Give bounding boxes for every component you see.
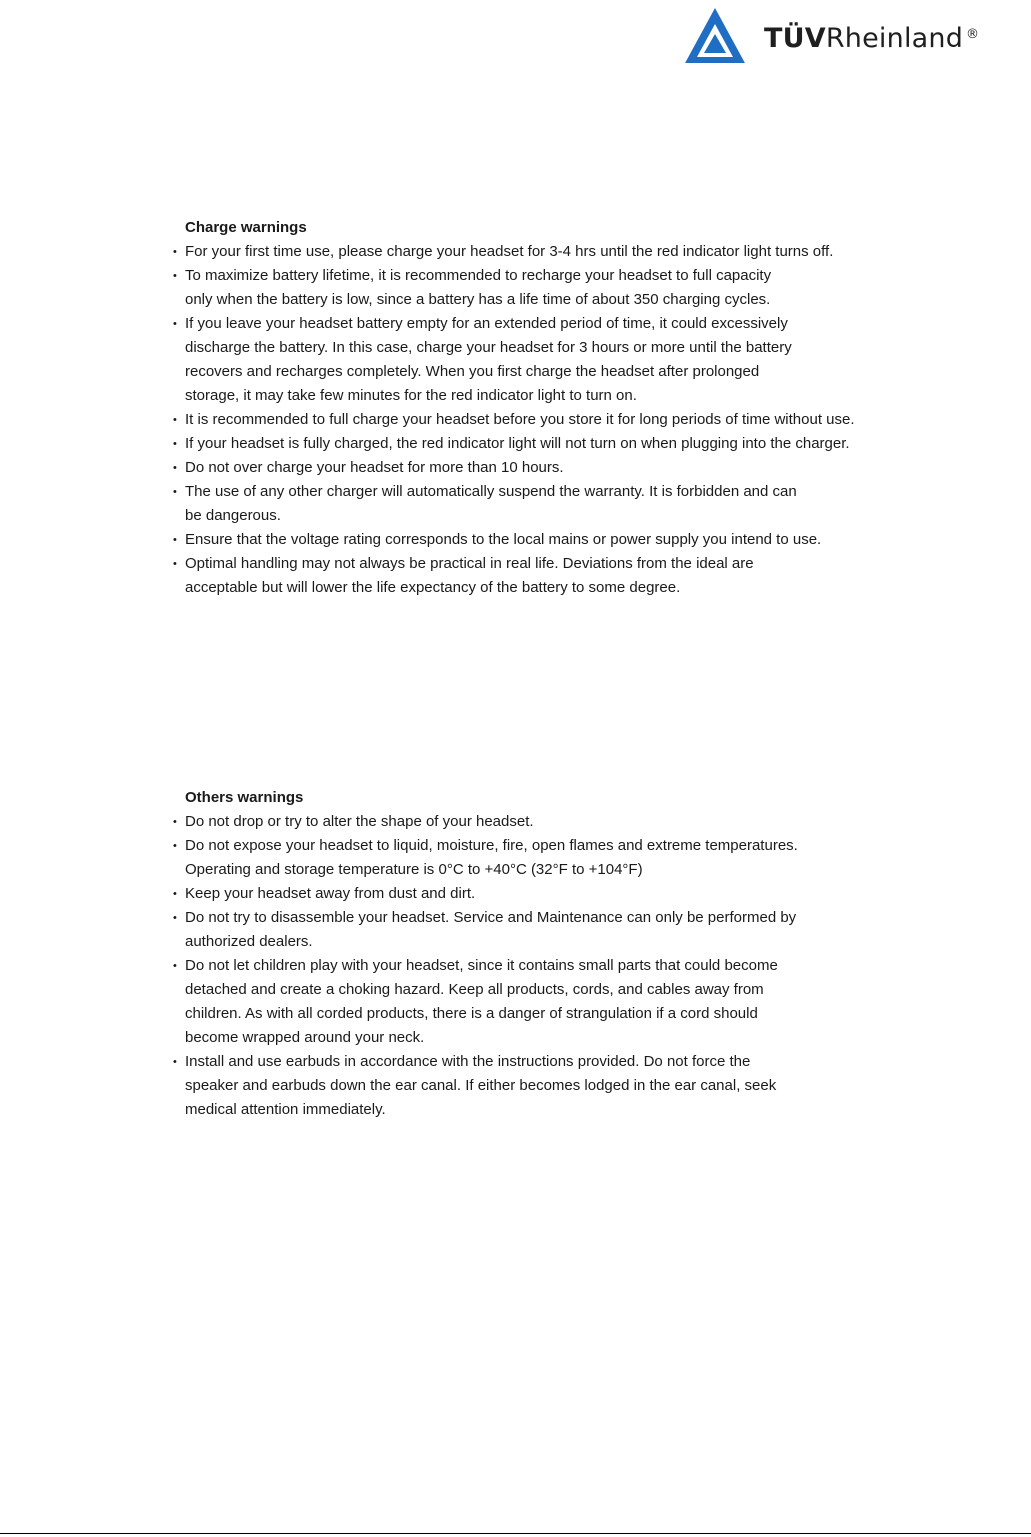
warning-text-line: To maximize battery lifetime, it is recommended to recharge your headset to full capacity <box>185 267 772 284</box>
warning-text-line: Do not drop or try to alter the shape of your headset. <box>185 813 534 830</box>
bullet-icon: • <box>173 438 177 450</box>
bullet-icon: • <box>173 912 177 924</box>
warning-item <box>170 528 890 552</box>
charge-warnings-list <box>170 240 890 600</box>
warning-item <box>170 552 890 600</box>
warning-text-line: If you leave your headset battery empty for an extended period of time, it could excessively <box>185 315 788 332</box>
warning-item <box>170 264 890 312</box>
warning-text-line: Do not try to disassemble your headset. Service and Maintenance can only be performed by <box>185 909 797 926</box>
charge-warnings-section <box>170 216 890 600</box>
warning-text-line: Do not expose your headset to liquid, moisture, fire, open flames and extreme temperatures. <box>185 837 798 854</box>
registered-mark: ® <box>966 27 980 42</box>
warning-text-line: speaker and earbuds down the ear canal. If either becomes lodged in the ear canal, seek <box>185 1077 777 1094</box>
warning-text-line: acceptable but will lower the life expectancy of the battery to some degree. <box>185 579 681 596</box>
bullet-icon: • <box>173 246 177 258</box>
warning-text-line: For your first time use, please charge your headset for 3-4 hrs until the red indicator light turns off. <box>185 243 834 260</box>
bullet-icon: • <box>173 960 177 972</box>
warning-text-line: children. As with all corded products, there is a danger of strangulation if a cord should <box>185 1005 758 1022</box>
logo-brand-rest: Rheinland <box>825 23 964 54</box>
warning-text-line: It is recommended to full charge your headset before you store it for long periods of time without use. <box>185 411 855 428</box>
others-warnings-section <box>170 786 890 1122</box>
bullet-icon: • <box>173 558 177 570</box>
warning-item <box>170 906 890 954</box>
bullet-icon: • <box>173 534 177 546</box>
tuv-rheinland-logo <box>682 6 1012 68</box>
warning-item <box>170 810 890 834</box>
tuv-triangle-logo-icon <box>682 6 748 68</box>
warning-item <box>170 1050 890 1122</box>
warning-text-line: Optimal handling may not always be practical in real life. Deviations from the ideal are <box>185 555 754 572</box>
warning-text-line: Do not over charge your headset for more than 10 hours. <box>185 459 564 476</box>
warning-item <box>170 456 890 480</box>
bullet-icon: • <box>173 318 177 330</box>
logo-wordmark <box>764 23 979 55</box>
warning-text-line: If your headset is fully charged, the red indicator light will not turn on when plugging into the charger. <box>185 435 850 452</box>
warning-item <box>170 882 890 906</box>
warning-text-line: authorized dealers. <box>185 933 313 950</box>
warning-item <box>170 408 890 432</box>
charge-warnings-title: Charge warnings <box>185 219 307 236</box>
warning-text-line: Ensure that the voltage rating corresponds to the local mains or power supply you intend to use. <box>185 531 822 548</box>
warning-text-line: become wrapped around your neck. <box>185 1029 425 1046</box>
warning-item <box>170 312 890 408</box>
bullet-icon: • <box>173 888 177 900</box>
warning-text-line: recovers and recharges completely. When you first charge the headset after prolonged <box>185 363 760 380</box>
warning-text-line: The use of any other charger will automatically suspend the warranty. It is forbidden and can <box>185 483 797 500</box>
warning-text-line: only when the battery is low, since a battery has a life time of about 350 charging cycles. <box>185 291 771 308</box>
warning-text-line: Install and use earbuds in accordance with the instructions provided. Do not force the <box>185 1053 751 1070</box>
bullet-icon: • <box>173 816 177 828</box>
warning-text-line: Keep your headset away from dust and dirt. <box>185 885 476 902</box>
warning-item <box>170 240 890 264</box>
warning-item <box>170 432 890 456</box>
warning-text-line: medical attention immediately. <box>185 1101 386 1118</box>
bullet-icon: • <box>173 1056 177 1068</box>
warning-item <box>170 954 890 1050</box>
bullet-icon: • <box>173 840 177 852</box>
warning-item <box>170 834 890 882</box>
bullet-icon: • <box>173 414 177 426</box>
warning-item <box>170 480 890 528</box>
bullet-icon: • <box>173 270 177 282</box>
bullet-icon: • <box>173 486 177 498</box>
others-warnings-title: Others warnings <box>185 789 304 806</box>
warning-text-line: discharge the battery. In this case, charge your headset for 3 hours or more until the battery <box>185 339 792 356</box>
warning-text-line: be dangerous. <box>185 507 281 524</box>
bullet-icon: • <box>173 462 177 474</box>
warning-text-line: detached and create a choking hazard. Keep all products, cords, and cables away from <box>185 981 764 998</box>
logo-brand-bold: TÜV <box>764 23 826 54</box>
warning-text-line: storage, it may take few minutes for the red indicator light to turn on. <box>185 387 637 404</box>
warning-text-line: Operating and storage temperature is 0°C to +40°C (32°F to +104°F) <box>185 861 643 878</box>
others-warnings-list <box>170 810 890 1122</box>
warning-text-line: Do not let children play with your headset, since it contains small parts that could become <box>185 957 778 974</box>
page-bottom-rule <box>0 1533 1031 1534</box>
